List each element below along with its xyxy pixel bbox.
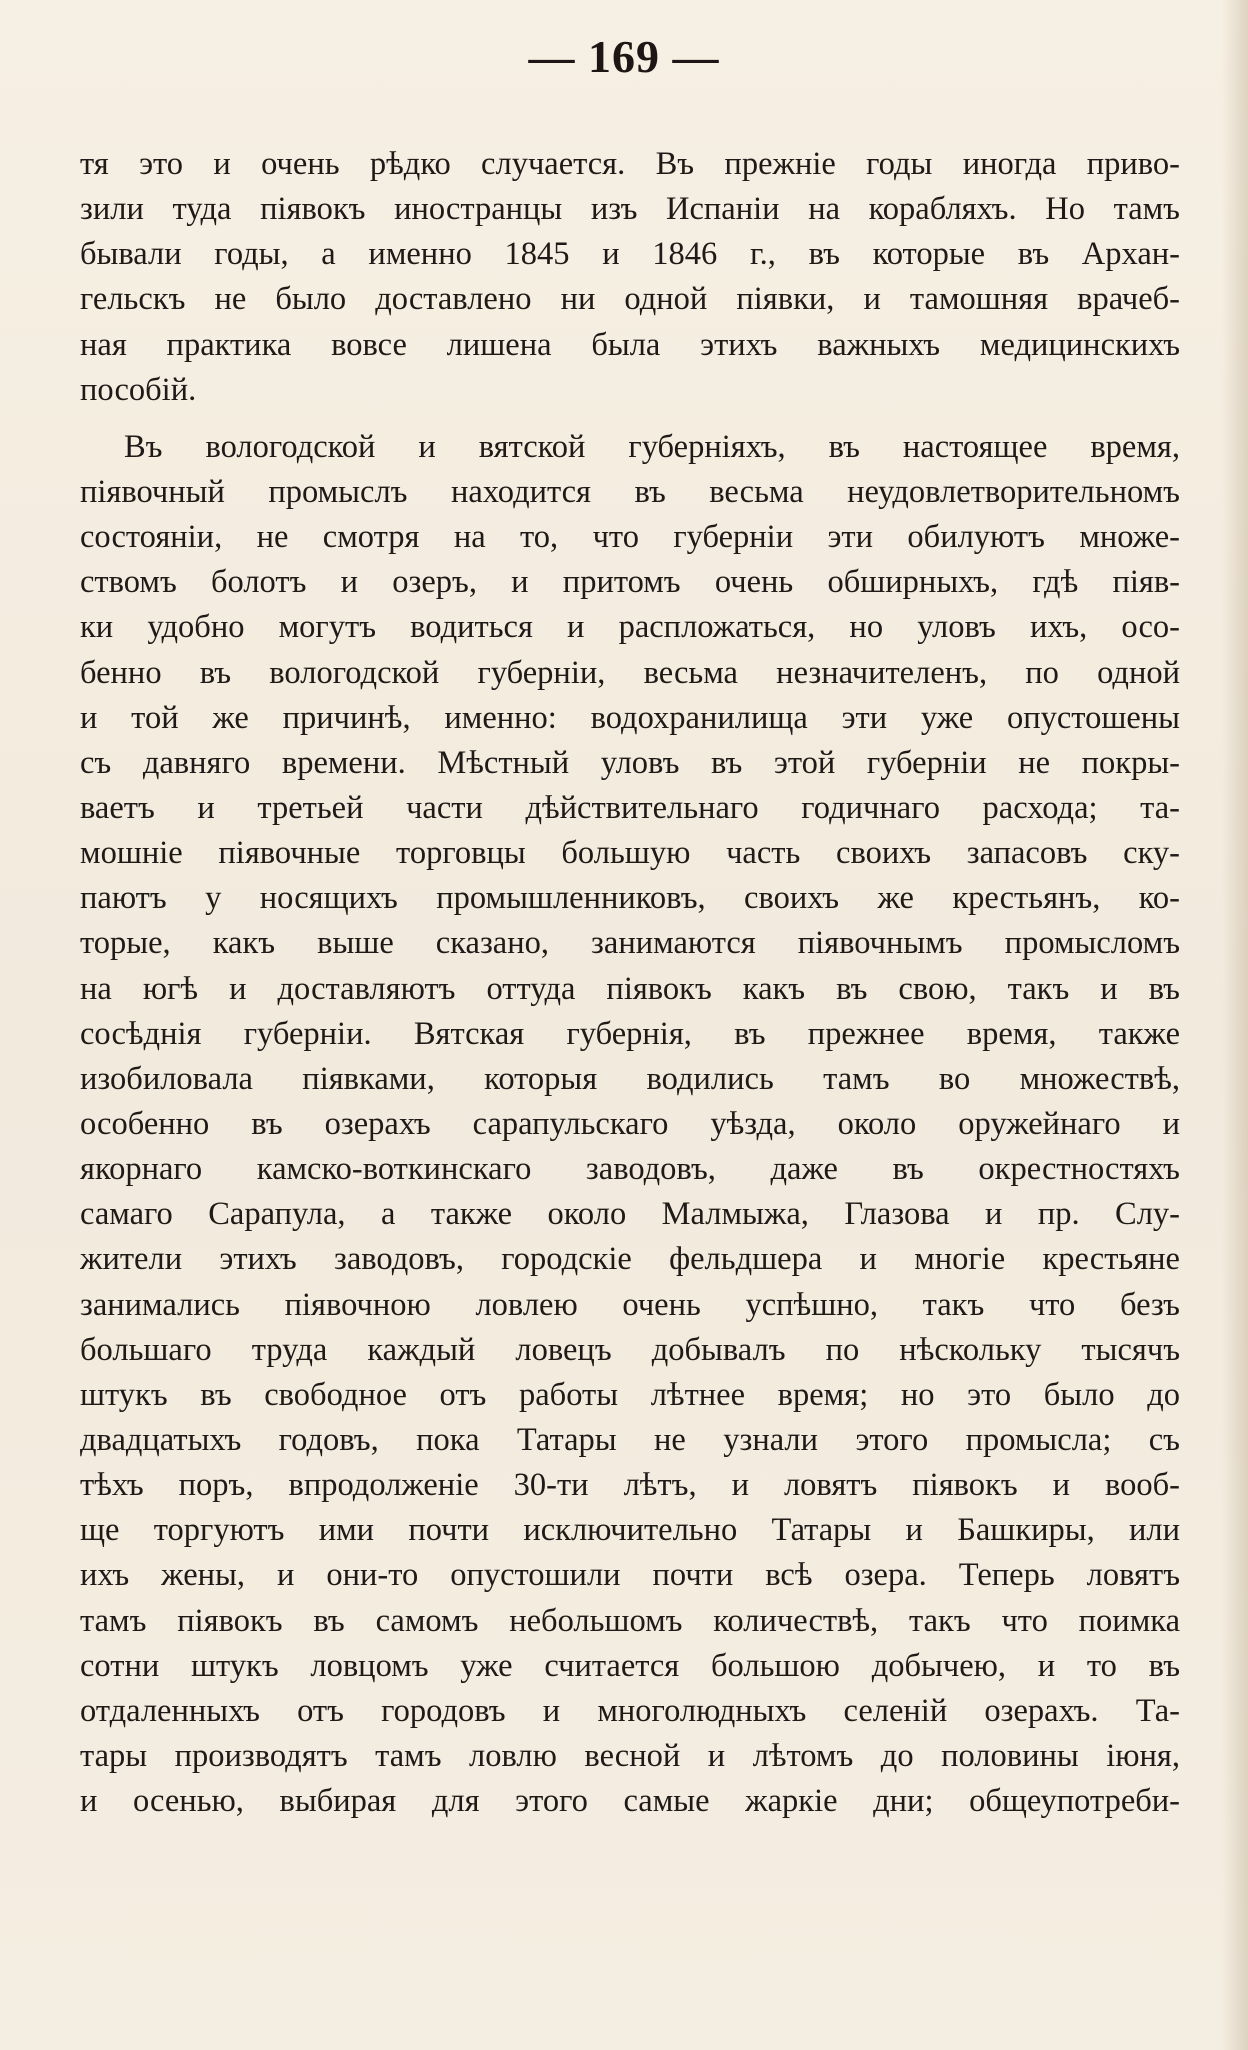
paragraph-2 (80, 425, 1180, 1824)
text-line: штукъ въ свободное отъ работы лѣтнее время; но это было до (80, 1376, 1180, 1413)
text-line: паютъ у носящихъ промышленниковъ, своихъ же крестьянъ, ко- (80, 880, 1180, 917)
text-line: ихъ жены, и они-то опустошили почти всѣ озера. Теперь ловятъ (80, 1557, 1180, 1594)
text-line: занимались піявочною ловлею очень успѣшно, такъ что безъ (80, 1286, 1180, 1323)
text-line: тамъ піявокъ въ самомъ небольшомъ количествѣ, такъ что поимка (80, 1602, 1180, 1639)
text-line: тя это и очень рѣдко случается. Въ прежніе годы иногда приво- (80, 146, 1180, 182)
text-line: ки удобно могутъ водиться и распложаться, но уловъ ихъ, осо- (80, 609, 1180, 646)
text-line: изобиловала піявками, которыя водились тамъ во множествѣ, (80, 1060, 1180, 1097)
text-line: ствомъ болотъ и озеръ, и притомъ очень обширныхъ, гдѣ піяв- (80, 564, 1180, 601)
text-line: съ давняго времени. Мѣстный уловъ въ этой губерніи не покры- (80, 744, 1180, 781)
text-line: ще торгуютъ ими почти исключительно Татары и Башкиры, или (80, 1512, 1180, 1549)
text-line: самаго Сарапула, а также около Малмыжа, Глазова и пр. Слу- (80, 1196, 1180, 1233)
text-line: якорнаго камско-воткинскаго заводовъ, даже въ окрестностяхъ (80, 1151, 1180, 1188)
text-line: бенно въ вологодской губерніи, весьма незначителенъ, по одной (80, 654, 1180, 691)
text-line: жители этихъ заводовъ, городскіе фельдшера и многіе крестьяне (80, 1241, 1180, 1278)
text-line: бывали годы, а именно 1845 и 1846 г., въ которые въ Архан- (80, 236, 1180, 273)
text-line: и осенью, выбирая для этого самые жаркіе дни; общеупотреби- (80, 1783, 1180, 1820)
page-number: — 169 — (528, 31, 720, 82)
text-line: мошніе піявочные торговцы большую часть своихъ запасовъ ску- (80, 835, 1180, 872)
text-line: зили туда піявокъ иностранцы изъ Испаніи на корабляхъ. Но тамъ (80, 191, 1180, 228)
text-line: тѣхъ поръ, впродолженіе 30-ти лѣтъ, и ловятъ піявокъ и вооб- (80, 1467, 1180, 1504)
text-line: сосѣднія губерніи. Вятская губернія, въ прежнее время, также (80, 1015, 1180, 1052)
text-line: отдаленныхъ отъ городовъ и многолюдныхъ селеній озерахъ. Та- (80, 1692, 1180, 1729)
text-line: тары производятъ тамъ ловлю весной и лѣтомъ до половины іюня, (80, 1737, 1180, 1774)
text-line: состояніи, не смотря на то, что губерніи эти обилуютъ множе- (80, 519, 1180, 556)
text-line: Въ вологодской и вятской губерніяхъ, въ настоящее время, (124, 428, 1180, 465)
text-line: торые, какъ выше сказано, занимаются піявочнымъ промысломъ (80, 925, 1180, 962)
page-edge-shadow (1222, 0, 1248, 2050)
text-line: и той же причинѣ, именно: водохранилища эти уже опустошены (80, 699, 1180, 736)
text-line: сотни штукъ ловцомъ уже считается большою добычею, и то въ (80, 1647, 1180, 1684)
text-line: піявочный промыслъ находится въ весьма неудовлетворительномъ (80, 473, 1180, 510)
text-line: пособій. (80, 371, 197, 408)
text-line: особенно въ озерахъ сарапульскаго уѣзда, около оружейнаго и (80, 1105, 1180, 1142)
text-line: двадцатыхъ годовъ, пока Татары не узнали этого промысла; съ (80, 1421, 1180, 1458)
text-line: гельскъ не было доставлено ни одной піявки, и тамошняя врачеб- (80, 281, 1180, 318)
text-line: ваетъ и третьей части дѣйствительнаго годичнаго расхода; та- (80, 789, 1180, 826)
text-line: большаго труда каждый ловецъ добывалъ по нѣскольку тысячъ (80, 1331, 1180, 1368)
text-line: ная практика вовсе лишена была этихъ важныхъ медицинскихъ (80, 326, 1180, 363)
text-line: на югѣ и доставляютъ оттуда піявокъ какъ въ свою, такъ и въ (80, 970, 1180, 1007)
paragraph-1 (80, 142, 1180, 413)
body-text (80, 142, 1180, 1824)
